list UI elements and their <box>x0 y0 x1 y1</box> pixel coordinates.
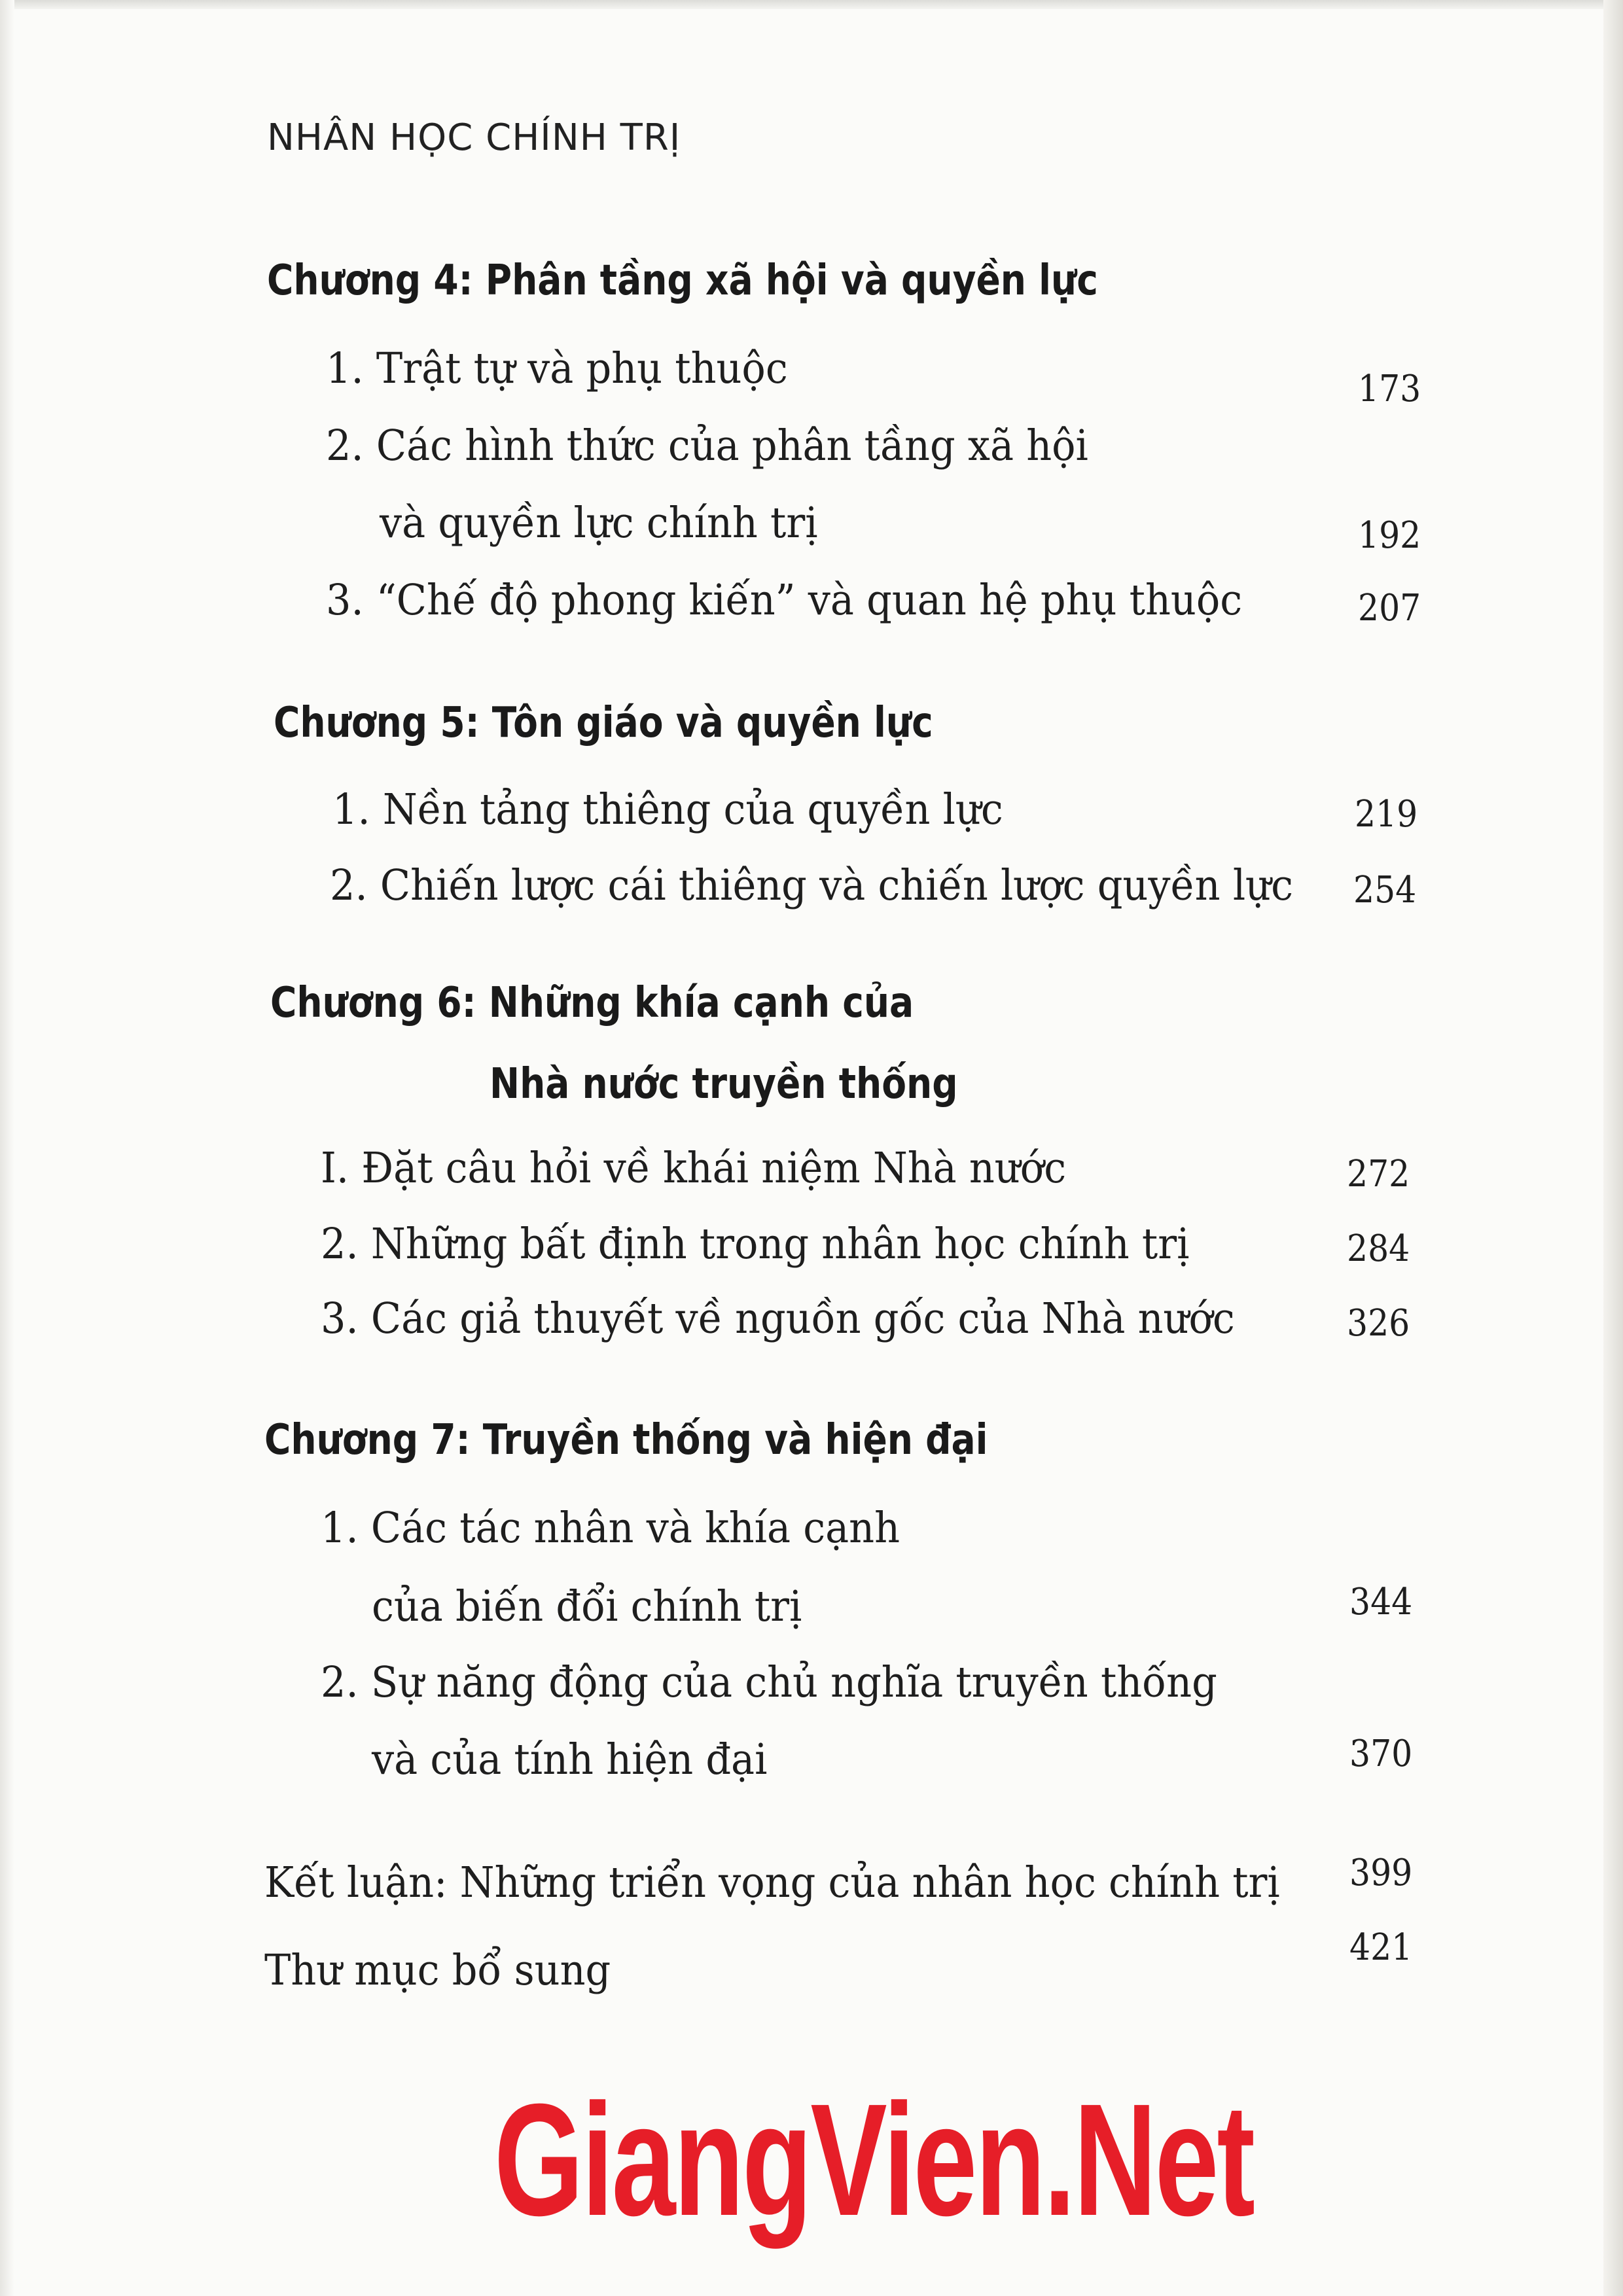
running-head: NHÂN HỌC CHÍNH TRỊ <box>267 116 681 159</box>
toc-page-4-3: 207 <box>1358 587 1421 629</box>
toc-entry-4-1: 1. Trật tự và phụ thuộc <box>326 344 788 393</box>
toc-page-6-1: 272 <box>1347 1153 1410 1195</box>
toc-entry-7-1-cont: của biến đổi chính trị <box>372 1582 802 1631</box>
toc-entry-4-2-cont: và quyền lực chính trị <box>380 499 818 548</box>
toc-entry-6-2: 2. Những bất định trong nhân học chính trị <box>321 1220 1190 1269</box>
toc-page-5-2: 254 <box>1353 869 1417 911</box>
toc-entry-4-2: 2. Các hình thức của phân tầng xã hội <box>326 421 1088 470</box>
chapter-7-title: Chương 7: Truyền thống và hiện đại <box>264 1416 988 1464</box>
toc-page-7-1: 344 <box>1349 1581 1413 1623</box>
scan-edge-left <box>0 0 14 2296</box>
chapter-4-title: Chương 4: Phân tầng xã hội và quyền lực <box>267 256 1098 305</box>
toc-entry-7-2-cont: và của tính hiện đại <box>372 1735 768 1784</box>
watermark-text: GiangVien.Net <box>494 2070 1254 2249</box>
toc-page-6-3: 326 <box>1347 1302 1410 1345</box>
toc-entry-7-2: 2. Sự năng động của chủ nghĩa truyền thống <box>321 1658 1217 1707</box>
toc-page-5-1: 219 <box>1355 793 1418 836</box>
toc-bibliography: Thư mục bổ sung <box>264 1946 611 1995</box>
toc-conclusion: Kết luận: Những triển vọng của nhân học chính trị <box>264 1858 1280 1907</box>
toc-entry-4-3: 3. “Chế độ phong kiến” và quan hệ phụ thuộc <box>326 576 1243 625</box>
chapter-6-title-line1: Chương 6: Những khía cạnh của <box>270 979 914 1027</box>
toc-page-bibliography: 421 <box>1349 1926 1413 1969</box>
toc-entry-6-1: I. Đặt câu hỏi về khái niệm Nhà nước <box>321 1144 1067 1193</box>
chapter-5-title: Chương 5: Tôn giáo và quyền lực <box>274 699 933 747</box>
toc-entry-5-1: 1. Nền tảng thiêng của quyền lực <box>332 785 1003 834</box>
toc-page-6-2: 284 <box>1347 1227 1410 1270</box>
toc-entry-7-1: 1. Các tác nhân và khía cạnh <box>321 1504 901 1553</box>
toc-page-4-2: 192 <box>1358 514 1421 557</box>
toc-entry-6-3: 3. Các giả thuyết về nguồn gốc của Nhà nước <box>321 1294 1235 1343</box>
scan-edge-top <box>0 0 1623 9</box>
toc-page-7-2: 370 <box>1349 1733 1413 1775</box>
chapter-6-title-line2: Nhà nước truyền thống <box>490 1060 958 1108</box>
toc-page-4-1: 173 <box>1358 368 1421 410</box>
scan-edge-right <box>1603 0 1623 2296</box>
toc-entry-5-2: 2. Chiến lược cái thiêng và chiến lược quyền lực <box>330 861 1293 910</box>
toc-page-conclusion: 399 <box>1349 1852 1413 1894</box>
